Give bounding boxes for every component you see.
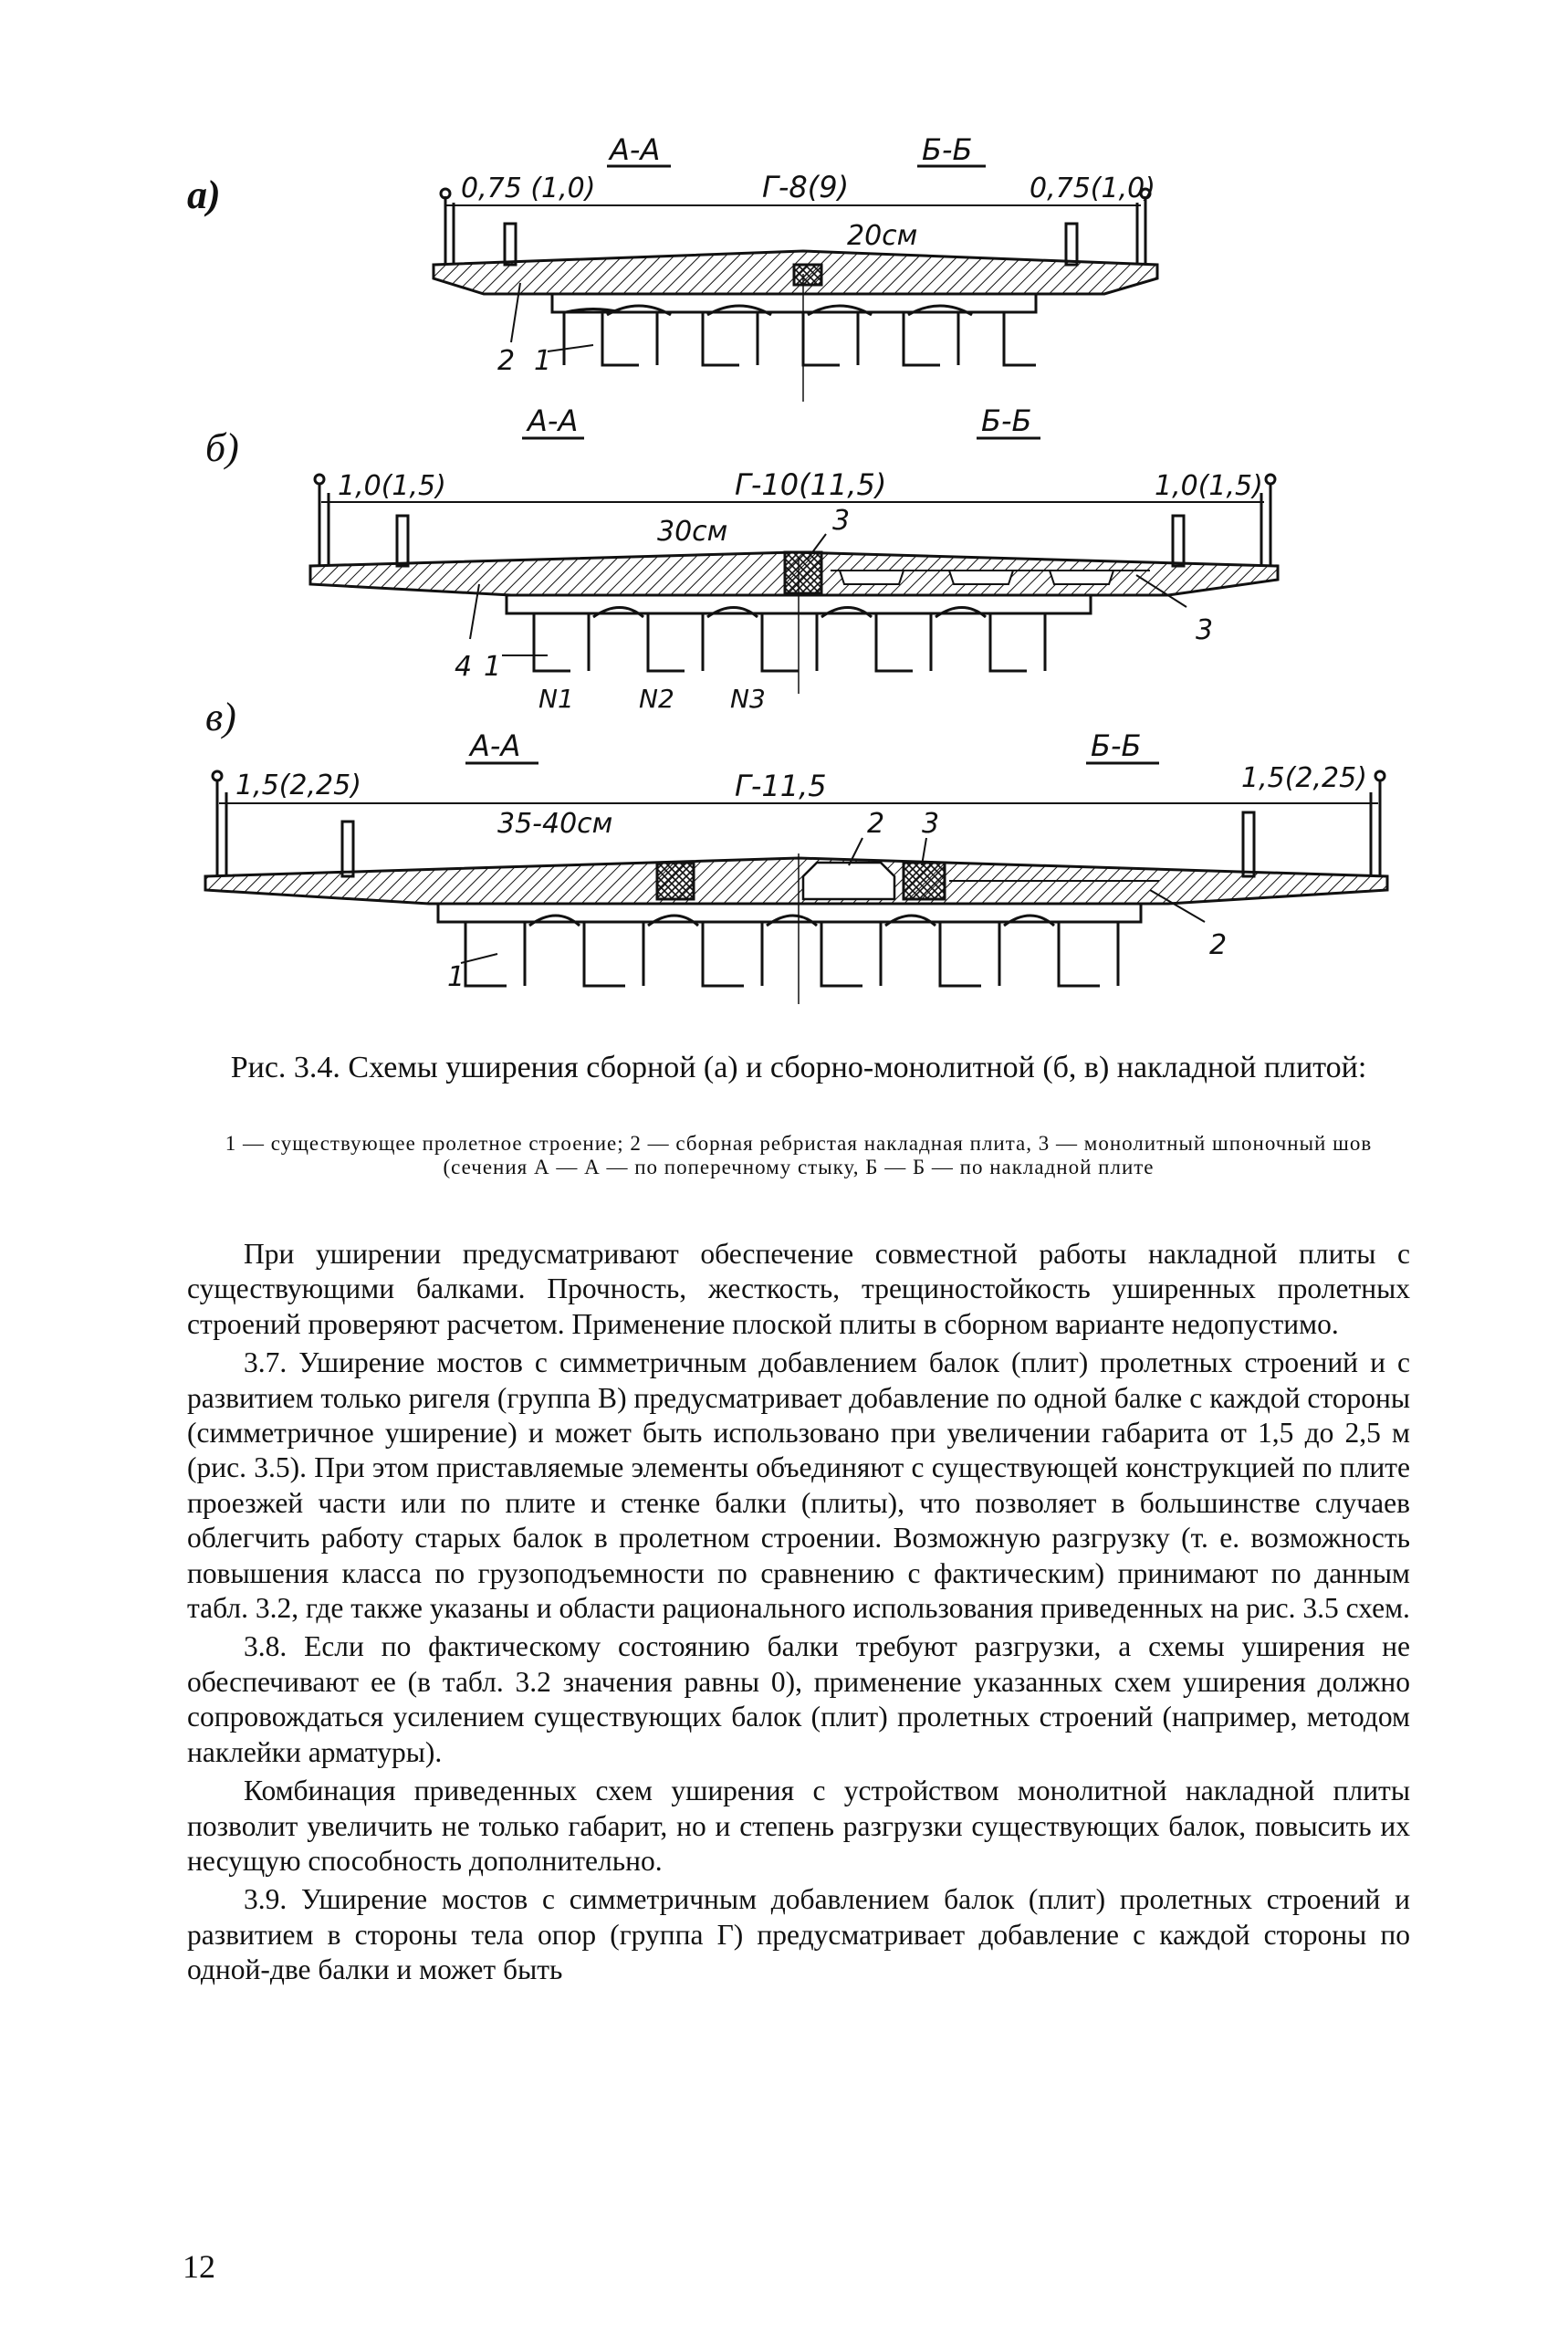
panel-a-thickness: 20см: [847, 220, 918, 252]
panel-b-beam-n3: N3: [730, 684, 766, 714]
panel-v-section-aa: А-А: [470, 728, 521, 763]
panel-a: [187, 132, 1157, 402]
panel-b-section-aa: А-А: [528, 403, 579, 438]
panel-b-dim-center: Г-10(11,5): [735, 467, 887, 502]
figure-bridge-widening-schemes: [0, 0, 1568, 1031]
panel-v-callout-2-top: 2: [867, 808, 885, 840]
panel-v: [205, 695, 1387, 1004]
panel-a-dim-center: Г-8(9): [762, 170, 850, 204]
panel-b-beam-n2: N2: [639, 684, 674, 714]
panel-b-thickness: 30см: [657, 516, 728, 548]
panel-a-callout-2: 2: [497, 345, 516, 377]
panel-a-callout-1: 1: [534, 345, 552, 377]
paragraph: При уширении предусматривают обеспечение совместной работы накладной плиты с существующими балками. Прочность, жесткость, трещиностойкость уширенных пролетных строений проверяют расчетом. Применение плоской плиты в сборном варианте недопустимо.: [187, 1238, 1410, 1340]
panel-b-callout-4: 4: [455, 651, 473, 683]
panel-v-callout-3-top: 3: [922, 808, 940, 840]
panel-a-section-aa: А-А: [610, 132, 661, 167]
paragraph: Комбинация приведенных схем уширения с устройством монолитной накладной плиты позволит увеличить не только габарит, но и степень разгрузки существующих балок, повысить их несущую способность дополнительно.: [187, 1775, 1410, 1877]
panel-a-dim-right: 0,75(1,0): [1030, 173, 1155, 204]
figure-caption-title: Рис. 3.4. Схемы уширения сборной (а) и сборно-монолитной (б, в) накладной плитой:: [230, 1051, 1367, 1084]
paragraph: 3.9. Уширение мостов с симметричным добавлением балок (плит) пролетных строений и развитием в стороны тела опор (группа Г) предусматривает добавление с каждой стороны по одной-две балки и может быть: [187, 1883, 1410, 1986]
panel-b: [205, 403, 1278, 714]
panel-a-dim-left: 0,75 (1,0): [461, 173, 596, 204]
panel-v-callout-1: 1: [447, 961, 465, 993]
figure-caption-legend: 1 — существующее пролетное строение; 2 — сборная ребристая накладная плита, 3 — монолитный шпоночный шов (сечения А — А — по поперечному стыку, Б — Б — по накладной плите: [225, 1132, 1373, 1178]
panel-b-callout-1: 1: [484, 651, 502, 683]
panel-v-dim-center: Г-11,5: [735, 769, 827, 803]
panel-b-dim-left: 1,0(1,5): [338, 470, 446, 502]
panel-v-dim-right: 1,5(2,25): [1241, 762, 1367, 794]
panel-v-callout-2-right: 2: [1209, 929, 1228, 961]
panel-b-callout-3-top: 3: [832, 505, 851, 537]
panel-v-letter: в): [205, 695, 236, 739]
panel-v-section-bb: Б-Б: [1091, 728, 1142, 763]
panel-b-section-bb: Б-Б: [981, 403, 1032, 438]
panel-b-callout-3-right: 3: [1196, 614, 1214, 646]
panel-a-section-bb: Б-Б: [922, 132, 973, 167]
panel-b-beam-n1: N1: [538, 684, 574, 714]
panel-a-letter: а): [187, 173, 221, 217]
paragraph: 3.8. Если по фактическому состоянию балки требуют разгрузки, а схемы уширения не обеспечивают ее (в табл. 3.2 значения равны 0), применение указанных схем уширения должно сопровождаться усилением существующих балок (плит) пролетных строений (например, методом наклейки арматуры).: [187, 1630, 1410, 1768]
body-text: [187, 1237, 1410, 1992]
panel-b-letter: б): [205, 425, 239, 470]
panel-v-thickness: 35-40см: [497, 808, 613, 840]
panel-v-dim-left: 1,5(2,25): [235, 770, 361, 801]
paragraph: 3.7. Уширение мостов с симметричным добавлением балок (плит) пролетных строений и с развитием только ригеля (группа В) предусматривает добавление по одной балке с каждой стороны (симметричное уширение) и может быть использовано при увеличении габарита от 1,5 до 2,5 м (рис. 3.5). При этом приставляемые элементы объединяют с существующей конструкцией по плите проезжей части или по плите и стенке балки (плиты), что позволяет в большинстве случаев облегчить работу старых балок в пролетном строении. Возможную разгрузку (т. е. возможность повышения класса по грузоподъемности по сравнению с фактическим) принимают по данным табл. 3.2, где также указаны и области рационального использования приведенных на рис. 3.5 схем.: [187, 1346, 1410, 1625]
page-number: 12: [183, 2248, 215, 2285]
panel-b-dim-right: 1,0(1,5): [1155, 470, 1263, 502]
